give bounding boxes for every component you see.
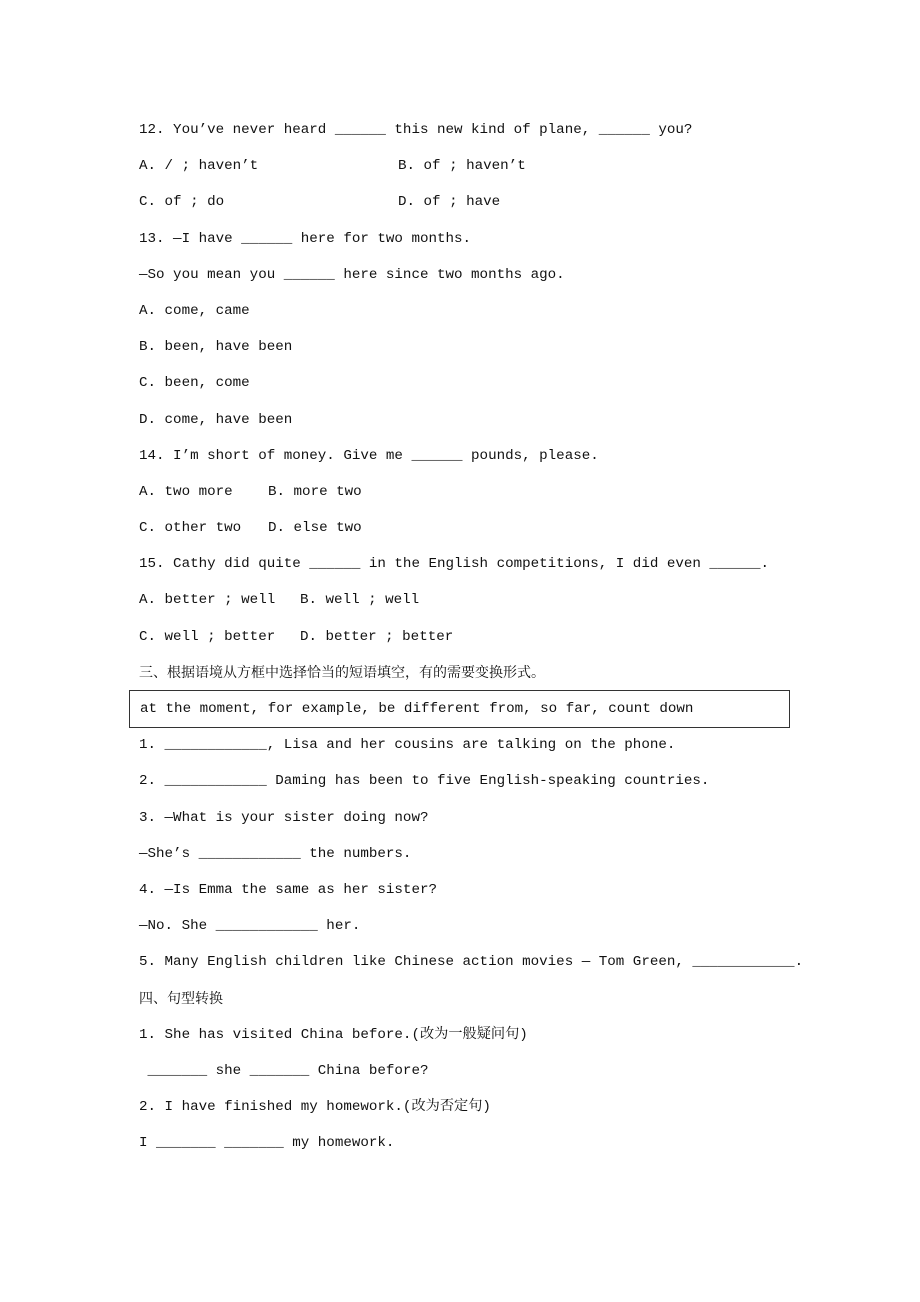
box-spacer xyxy=(139,691,799,727)
options-row xyxy=(139,184,799,220)
question-14: 14. I’m short of money. Give me ______ pounds, please. xyxy=(139,447,599,464)
option-d: D. come, have been xyxy=(139,411,293,428)
option-c: C. of ; do xyxy=(139,194,225,211)
transform-item-2-answer: I _______ _______ my homework. xyxy=(139,1135,395,1152)
question-13: 13. —I have ______ here for two months. xyxy=(139,230,472,247)
question-12: 12. You’ve never heard ______ this new kind of plane, ______ you? xyxy=(139,122,693,138)
option-b: B. well ; well xyxy=(300,592,420,609)
phrase-list: at the moment, for example, be different from, so far, count down xyxy=(140,701,694,717)
option-a: A. better ; well xyxy=(139,592,276,609)
options-row xyxy=(139,148,799,184)
option-d: D. of ; have xyxy=(398,194,501,211)
option-c: C. other two xyxy=(139,520,242,537)
option-b: B. more two xyxy=(268,483,362,500)
fill-item-2: 2. ____________ Daming has been to five English-speaking countries. xyxy=(139,773,710,790)
fill-item-3: 3. —What is your sister doing now? xyxy=(139,809,429,826)
option-d: D. else two xyxy=(268,520,362,537)
fill-item-3-reply: —She’s ____________ the numbers. xyxy=(139,845,412,862)
transform-item-1-answer: _______ she _______ China before? xyxy=(139,1062,429,1079)
transform-item-2: 2. I have finished my homework.(改为否定句) xyxy=(139,1099,491,1116)
fill-item-4-reply: —No. She ____________ her. xyxy=(139,918,361,935)
option-c: C. well ; better xyxy=(139,628,276,645)
fill-item-4: 4. —Is Emma the same as her sister? xyxy=(139,881,437,898)
options-row xyxy=(139,474,799,510)
section-4-title: 四、句型转换 xyxy=(139,990,223,1007)
option-c: C. been, come xyxy=(139,375,250,392)
option-a: A. / ; haven’t xyxy=(139,158,259,175)
worksheet xyxy=(139,112,804,1161)
transform-item-1: 1. She has visited China before.(改为一般疑问句) xyxy=(139,1026,528,1043)
fill-item-1: 1. ____________, Lisa and her cousins are talking on the phone. xyxy=(139,737,676,754)
options-row xyxy=(139,582,799,618)
options-row xyxy=(139,510,799,546)
option-b: B. of ; haven’t xyxy=(398,158,526,175)
fill-item-5: 5. Many English children like Chinese action movies — Tom Green, ____________. xyxy=(139,954,804,971)
question-13-reply: —So you mean you ______ here since two months ago. xyxy=(139,266,565,283)
question-15: 15. Cathy did quite ______ in the English competitions, I did even ______. xyxy=(139,556,770,573)
option-b: B. been, have been xyxy=(139,339,293,356)
option-a: A. two more xyxy=(139,483,233,500)
option-a: A. come, came xyxy=(139,302,250,319)
options-row xyxy=(139,619,799,655)
option-d: D. better ; better xyxy=(300,628,454,645)
section-3-title: 三、根据语境从方框中选择恰当的短语填空，有的需要变换形式。 xyxy=(139,664,545,681)
